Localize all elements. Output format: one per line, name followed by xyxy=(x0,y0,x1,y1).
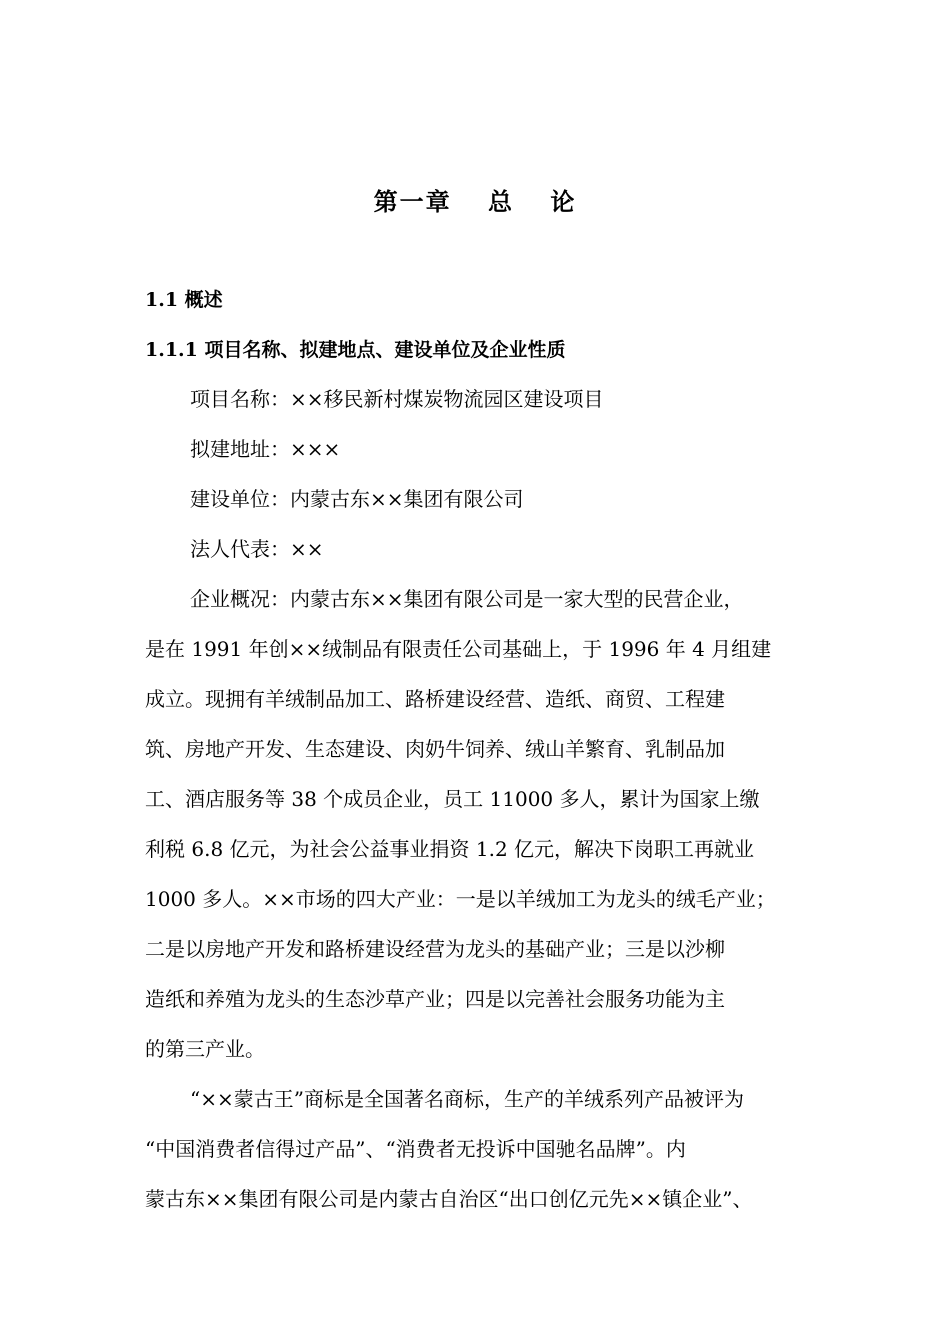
paragraph-line: 蒙古东××集团有限公司是内蒙古自治区“出口创亿元先××镇企业”、 xyxy=(145,1187,753,1211)
section-heading: 1.1 概述 xyxy=(145,289,223,311)
paragraph-line: 1000 多人。××市场的四大产业：一是以羊绒加工为龙头的绒毛产业； xyxy=(145,887,776,911)
chapter-title: 第一章 总 论 xyxy=(373,187,577,216)
subsection-heading: 1.1.1 项目名称、拟建地点、建设单位及企业性质 xyxy=(145,339,566,361)
construction-unit-field: 建设单位：内蒙古东××集团有限公司 xyxy=(190,487,524,511)
project-name-field: 项目名称：××移民新村煤炭物流园区建设项目 xyxy=(190,387,604,411)
paragraph-line: 利税 6.8 亿元，为社会公益事业捐资 1.2 亿元，解决下岗职工再就业 xyxy=(145,837,755,861)
project-address-field: 拟建地址：××× xyxy=(190,437,341,461)
paragraph-line: 是在 1991 年创××绒制品有限责任公司基础上，于 1996 年 4 月组建 xyxy=(145,637,772,661)
paragraph-line: 二是以房地产开发和路桥建设经营为龙头的基础产业；三是以沙柳 xyxy=(145,937,725,961)
paragraph-line: “××蒙古王”商标是全国著名商标，生产的羊绒系列产品被评为 xyxy=(190,1087,744,1111)
paragraph-line: “中国消费者信得过产品”、“消费者无投诉中国驰名品牌”。内 xyxy=(145,1137,686,1161)
paragraph-line: 的第三产业。 xyxy=(145,1037,265,1061)
paragraph-line: 成立。现拥有羊绒制品加工、路桥建设经营、造纸、商贸、工程建 xyxy=(145,687,725,711)
legal-representative-field: 法人代表：×× xyxy=(190,537,324,561)
paragraph-line: 造纸和养殖为龙头的生态沙草产业；四是以完善社会服务功能为主 xyxy=(145,987,725,1011)
paragraph-line: 筑、房地产开发、生态建设、肉奶牛饲养、绒山羊繁育、乳制品加 xyxy=(145,737,725,761)
paragraph-line: 工、酒店服务等 38 个成员企业，员工 11000 多人，累计为国家上缴 xyxy=(145,787,760,811)
paragraph-line: 企业概况：内蒙古东××集团有限公司是一家大型的民营企业， xyxy=(190,587,744,611)
